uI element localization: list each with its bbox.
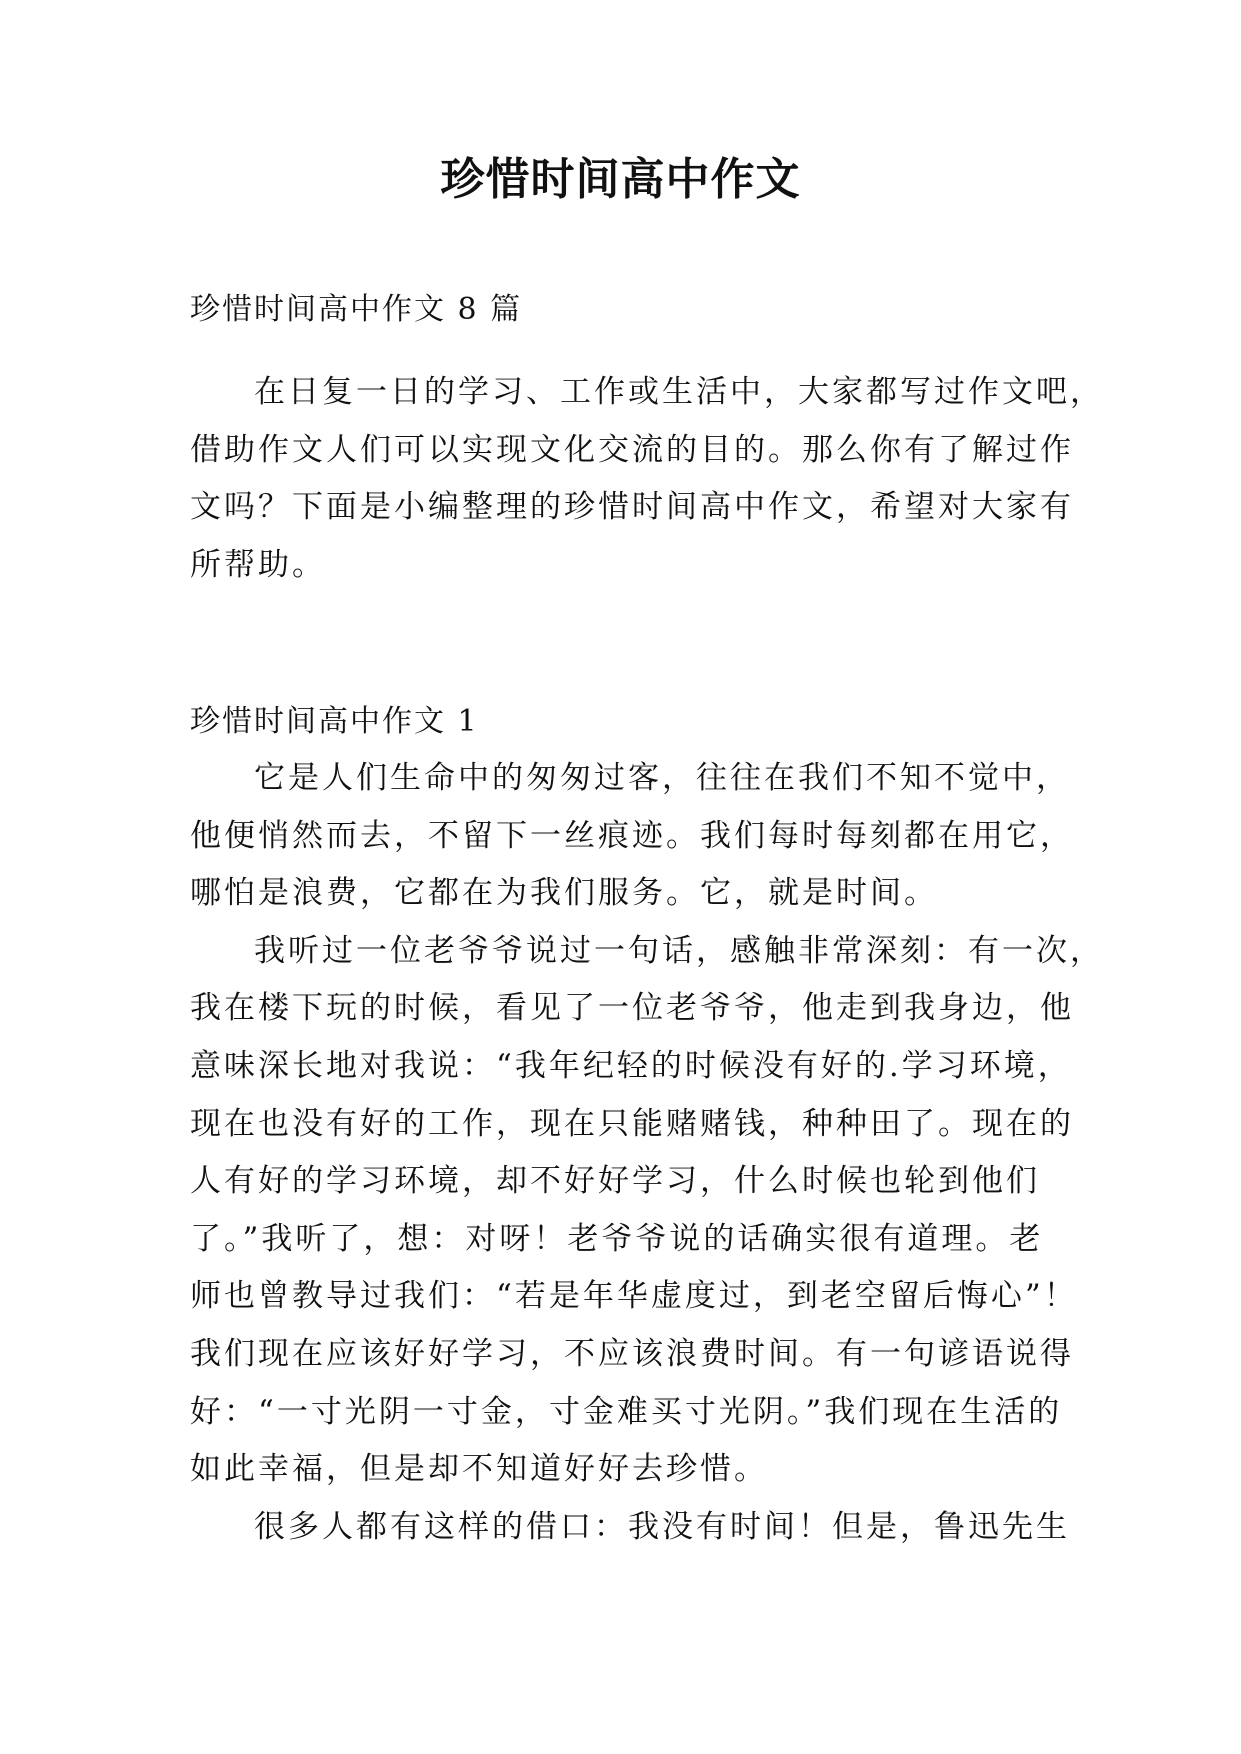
document-subtitle: 珍惜时间高中作文 8 篇 xyxy=(190,292,523,327)
section-heading: 珍惜时间高中作文 1 xyxy=(190,704,479,739)
paragraph-line: 人有好的学习环境，却不好好学习，什么时候也轮到他们 xyxy=(190,1163,1040,1200)
paragraph-line: 现在也没有好的工作，现在只能赌赌钱，种种田了。现在的 xyxy=(190,1105,1074,1142)
intro-line: 所帮助。 xyxy=(190,546,326,583)
paragraph-line: 我在楼下玩的时候，看见了一位老爷爷，他走到我身边，他 xyxy=(190,990,1074,1027)
section-paragraphs xyxy=(190,750,1104,1556)
paragraph-line: 我听过一位老爷爷说过一句话，感触非常深刻：有一次， xyxy=(254,932,1104,969)
paragraph-line: 很多人都有这样的借口：我没有时间！但是，鲁迅先生 xyxy=(254,1508,1070,1545)
intro-line: 文吗？下面是小编整理的珍惜时间高中作文，希望对大家有 xyxy=(190,489,1074,526)
intro-line: 借助作文人们可以实现文化交流的目的。那么你有了解过作 xyxy=(190,431,1074,468)
paragraph-line: 了。”我听了，想：对呀！老爷爷说的话确实很有道理。老 xyxy=(190,1220,1044,1257)
paragraph-line: 它是人们生命中的匆匆过客，往往在我们不知不觉中， xyxy=(254,760,1070,796)
paragraph-line: 如此幸福，但是却不知道好好去珍惜。 xyxy=(190,1451,768,1488)
intro-line: 在日复一日的学习、工作或生活中，大家都写过作文吧， xyxy=(254,374,1104,410)
paragraph-line: 意味深长地对我说：“我年纪轻的时候没有好的.学习环境， xyxy=(190,1047,1072,1084)
intro-paragraph xyxy=(190,364,1104,594)
paragraph-line: 我们现在应该好好学习，不应该浪费时间。有一句谚语说得 xyxy=(190,1335,1074,1372)
document-title: 珍惜时间高中作文 xyxy=(440,154,801,205)
paragraph-line: 师也曾教导过我们：“若是年华虚度过，到老空留后悔心”！ xyxy=(190,1278,1078,1315)
paragraph-line: 哪怕是浪费，它都在为我们服务。它，就是时间。 xyxy=(190,875,938,912)
paragraph-line: 他便悄然而去，不留下一丝痕迹。我们每时每刻都在用它， xyxy=(190,817,1074,854)
paragraph-line: 好：“一寸光阴一寸金，寸金难买寸光阴。”我们现在生活的 xyxy=(190,1393,1063,1430)
